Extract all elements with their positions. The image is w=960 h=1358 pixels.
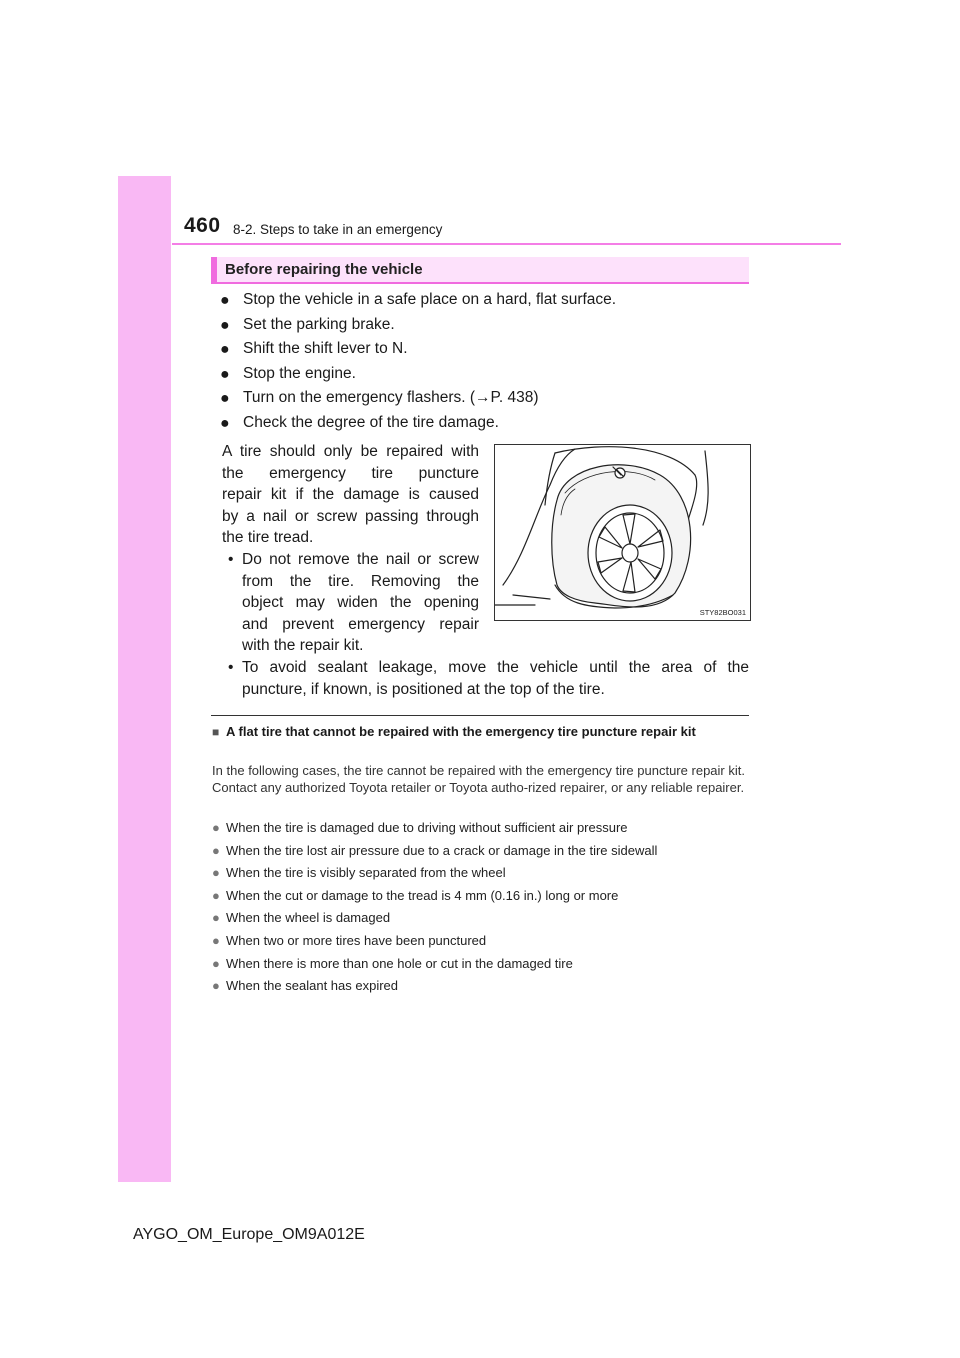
bullet-icon: ● <box>212 955 220 971</box>
step-item: ● Stop the vehicle in a safe place on a hard, flat surface. <box>220 291 617 309</box>
bullet-icon: ● <box>212 820 220 835</box>
step-item: ● Check the degree of the tire damage. <box>220 413 499 432</box>
step-item <box>220 389 616 414</box>
step-item: ● Shift the shift lever to N. <box>220 340 408 358</box>
note-item: ● When the wheel is damaged <box>212 910 391 926</box>
steps-list <box>220 291 616 438</box>
subheading: Before repairing the vehicle <box>225 261 423 278</box>
subheading-accent-bar <box>211 257 217 283</box>
document-footer: AYGO_OM_Europe_OM9A012E <box>133 1226 365 1243</box>
note-item: ● When the cut or damage to the tread is 4 mm (0.16 in.) long or more <box>212 887 619 903</box>
note-item: ● When the sealant has expired <box>212 978 398 994</box>
step-item: ● Set the parking brake. <box>220 315 395 334</box>
bullet-icon: ● <box>212 887 220 903</box>
bullet-icon: ● <box>220 341 230 358</box>
bullet-icon: ● <box>212 932 220 948</box>
note-body: In the following cases, the tire cannot be repaired with the emergency tire puncture repair kit. Contact any authorized Toyota retailer or Toyota autho-rized repairer, or any reliable repairer. <box>212 763 745 796</box>
repair-condition-paragraph: A tire should only be repaired with the emergency tire puncture repair kit if the damage is caused by a nail or screw passing through the tire tread. <box>222 443 479 547</box>
note-item: ● When the tire lost air pressure due to a crack or damage in the tire sidewall <box>212 842 658 858</box>
note-item: ● When the tire is visibly separated from the wheel <box>212 865 506 881</box>
bullet-icon: ● <box>212 910 220 926</box>
bullet-icon: ● <box>220 316 230 334</box>
note-item: ● When two or more tires have been punctured <box>212 932 487 948</box>
note-list <box>212 819 657 1000</box>
figure-id-label: STY82BO031 <box>699 608 746 617</box>
chapter-tab-sidebar <box>118 176 171 1182</box>
bullet-icon: ● <box>212 865 220 881</box>
flat-tire-figure <box>494 444 751 621</box>
header-rule <box>172 243 841 245</box>
bullet-icon: ● <box>220 292 230 309</box>
page-number: 460 <box>184 214 221 237</box>
bullet-icon: ● <box>220 390 230 407</box>
square-marker-icon: ■ <box>212 725 220 739</box>
section-title: 8-2. Steps to take in an emergency <box>233 222 443 237</box>
notes-divider <box>211 715 749 716</box>
step-item: ● Stop the engine. <box>220 364 356 383</box>
flat-tire-with-nail-icon <box>495 445 750 620</box>
note-item: ● When the tire is damaged due to driving without sufficient air pressure <box>212 820 628 835</box>
bullet-icon: ● <box>220 414 230 432</box>
bullet-icon: ● <box>212 978 220 994</box>
note-item: ● When there is more than one hole or cut in the damaged tire <box>212 955 573 971</box>
subheading-underline <box>211 282 749 284</box>
cross-reference-link[interactable]: Turn on the emergency flashers. (→P. 438) <box>243 389 539 406</box>
bullet-icon: ● <box>212 842 220 858</box>
bullet-icon: ● <box>220 365 230 383</box>
